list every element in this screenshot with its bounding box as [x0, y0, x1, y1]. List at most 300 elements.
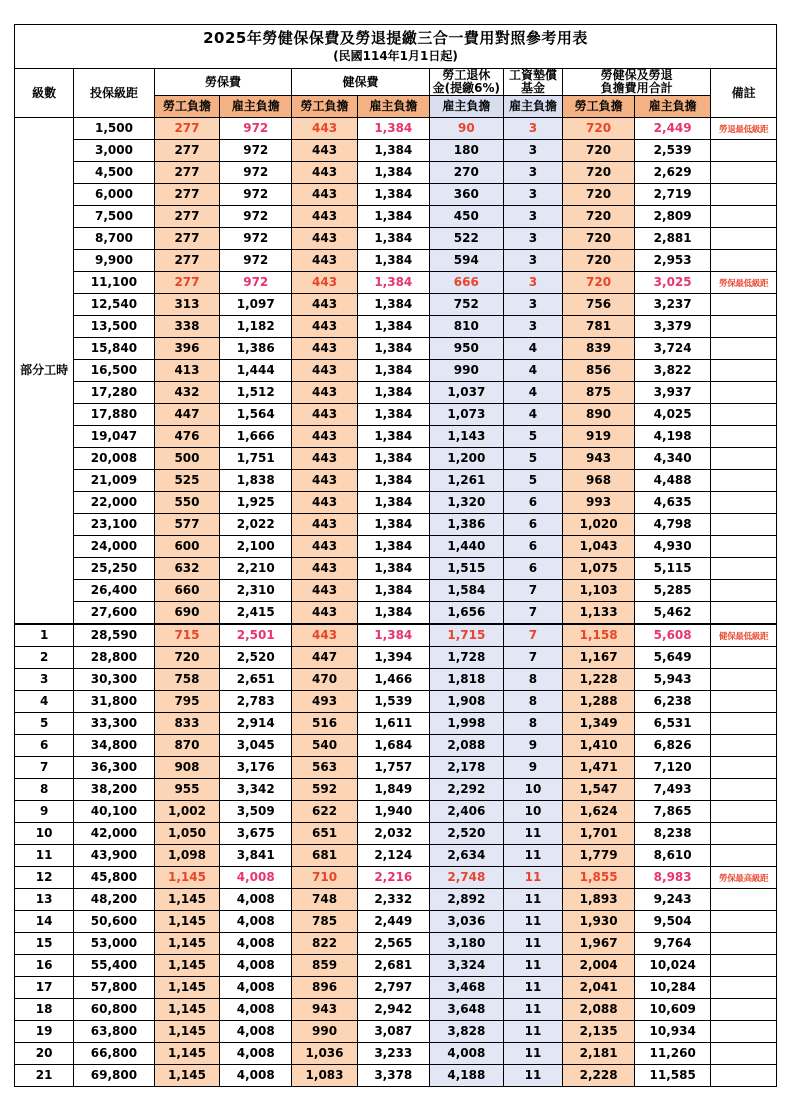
cell-health-insurance-employer: 1,384 — [357, 205, 429, 227]
cell-health-insurance-employee: 443 — [292, 425, 358, 447]
cell-total-employee: 2,041 — [563, 976, 635, 998]
cell-labor-insurance-employer: 3,841 — [220, 844, 292, 866]
cell-labor-insurance-employer: 972 — [220, 117, 292, 139]
table-row — [15, 469, 777, 491]
cell-total-employee: 1,167 — [563, 646, 635, 668]
cell-total-employer: 11,260 — [635, 1042, 711, 1064]
page-title: 2025年勞健保保費及勞退提繳三合一費用對照參考用表 — [203, 29, 588, 47]
cell-labor-insurance-employee: 277 — [154, 117, 220, 139]
cell-health-insurance-employer: 3,087 — [357, 1020, 429, 1042]
cell-health-insurance-employer: 1,611 — [357, 712, 429, 734]
cell-labor-pension-employer: 3,468 — [429, 976, 503, 998]
cell-labor-pension-employer: 3,180 — [429, 932, 503, 954]
cell-total-employer: 10,609 — [635, 998, 711, 1020]
cell-total-employer: 8,983 — [635, 866, 711, 888]
cell-remark — [711, 557, 777, 579]
cell-grade: 18 — [15, 998, 74, 1020]
cell-remark — [711, 337, 777, 359]
cell-labor-pension-employer: 594 — [429, 249, 503, 271]
cell-labor-insurance-employer: 3,509 — [220, 800, 292, 822]
cell-labor-pension-employer: 2,406 — [429, 800, 503, 822]
cell-health-insurance-employer: 1,384 — [357, 513, 429, 535]
cell-labor-pension-employer: 2,292 — [429, 778, 503, 800]
cell-health-insurance-employer: 1,394 — [357, 646, 429, 668]
cell-labor-insurance-employee: 277 — [154, 139, 220, 161]
subheader-pension-employer: 雇主負擔 — [429, 95, 503, 117]
header-remark: 備註 — [711, 69, 777, 117]
cell-wage-fund-employer: 7 — [503, 601, 562, 624]
cell-remark — [711, 579, 777, 601]
cell-health-insurance-employer: 1,466 — [357, 668, 429, 690]
cell-labor-pension-employer: 1,584 — [429, 579, 503, 601]
cell-grade: 20 — [15, 1042, 74, 1064]
cell-labor-insurance-employer: 1,564 — [220, 403, 292, 425]
cell-wage-fund-employer: 3 — [503, 183, 562, 205]
cell-labor-insurance-employer: 2,415 — [220, 601, 292, 624]
cell-total-employer: 2,539 — [635, 139, 711, 161]
cell-wage-fund-employer: 3 — [503, 227, 562, 249]
cell-labor-pension-employer: 450 — [429, 205, 503, 227]
cell-level-range: 25,250 — [74, 557, 154, 579]
cell-remark — [711, 734, 777, 756]
cell-health-insurance-employer: 1,757 — [357, 756, 429, 778]
cell-health-insurance-employee: 443 — [292, 315, 358, 337]
table-row — [15, 403, 777, 425]
table-row — [15, 690, 777, 712]
cell-labor-insurance-employee: 1,098 — [154, 844, 220, 866]
cell-labor-insurance-employee: 1,145 — [154, 888, 220, 910]
cell-grade: 11 — [15, 844, 74, 866]
cell-health-insurance-employee: 822 — [292, 932, 358, 954]
cell-grade: 2 — [15, 646, 74, 668]
cell-grade: 3 — [15, 668, 74, 690]
cell-labor-insurance-employee: 908 — [154, 756, 220, 778]
table-row — [15, 998, 777, 1020]
table-row — [15, 910, 777, 932]
cell-health-insurance-employee: 443 — [292, 139, 358, 161]
cell-labor-pension-employer: 950 — [429, 337, 503, 359]
cell-health-insurance-employee: 443 — [292, 359, 358, 381]
cell-level-range: 69,800 — [74, 1064, 154, 1086]
cell-labor-pension-employer: 1,386 — [429, 513, 503, 535]
cell-level-range: 6,000 — [74, 183, 154, 205]
cell-health-insurance-employee: 1,083 — [292, 1064, 358, 1086]
cell-labor-insurance-employee: 1,145 — [154, 976, 220, 998]
cell-remark — [711, 381, 777, 403]
cell-remark — [711, 712, 777, 734]
cell-labor-insurance-employer: 4,008 — [220, 866, 292, 888]
header-labor-pension — [429, 69, 503, 95]
cell-labor-insurance-employee: 660 — [154, 579, 220, 601]
cell-total-employee: 1,228 — [563, 668, 635, 690]
cell-health-insurance-employer: 1,384 — [357, 293, 429, 315]
cell-total-employee: 1,547 — [563, 778, 635, 800]
cell-labor-insurance-employer: 1,444 — [220, 359, 292, 381]
cell-wage-fund-employer: 11 — [503, 998, 562, 1020]
cell-total-employer: 2,881 — [635, 227, 711, 249]
cell-level-range: 36,300 — [74, 756, 154, 778]
cell-total-employer: 2,449 — [635, 117, 711, 139]
cell-wage-fund-employer: 3 — [503, 161, 562, 183]
cell-level-range: 38,200 — [74, 778, 154, 800]
table-row — [15, 557, 777, 579]
cell-labor-insurance-employee: 795 — [154, 690, 220, 712]
cell-health-insurance-employee: 443 — [292, 491, 358, 513]
cell-level-range: 63,800 — [74, 1020, 154, 1042]
cell-labor-insurance-employee: 1,002 — [154, 800, 220, 822]
cell-total-employee: 1,020 — [563, 513, 635, 535]
cell-health-insurance-employer: 1,384 — [357, 117, 429, 139]
cell-grade: 5 — [15, 712, 74, 734]
cell-level-range: 26,400 — [74, 579, 154, 601]
cell-health-insurance-employer: 1,384 — [357, 601, 429, 624]
cell-remark — [711, 646, 777, 668]
cell-total-employer: 6,826 — [635, 734, 711, 756]
table-row — [15, 976, 777, 998]
cell-remark — [711, 1042, 777, 1064]
table-row — [15, 227, 777, 249]
cell-health-insurance-employee: 1,036 — [292, 1042, 358, 1064]
cell-wage-fund-employer: 6 — [503, 557, 562, 579]
cell-labor-pension-employer: 3,828 — [429, 1020, 503, 1042]
cell-total-employee: 1,288 — [563, 690, 635, 712]
cell-level-range: 9,900 — [74, 249, 154, 271]
cell-labor-pension-employer: 2,748 — [429, 866, 503, 888]
cell-remark — [711, 161, 777, 183]
cell-labor-insurance-employer: 2,651 — [220, 668, 292, 690]
cell-wage-fund-employer: 7 — [503, 624, 562, 647]
cell-labor-pension-employer: 2,520 — [429, 822, 503, 844]
cell-health-insurance-employer: 2,032 — [357, 822, 429, 844]
cell-total-employer: 3,379 — [635, 315, 711, 337]
cell-wage-fund-employer: 7 — [503, 579, 562, 601]
cell-total-employee: 2,088 — [563, 998, 635, 1020]
cell-health-insurance-employee: 681 — [292, 844, 358, 866]
cell-total-employer: 4,198 — [635, 425, 711, 447]
cell-health-insurance-employer: 1,384 — [357, 183, 429, 205]
cell-remark — [711, 888, 777, 910]
cell-health-insurance-employee: 540 — [292, 734, 358, 756]
cell-health-insurance-employee: 943 — [292, 998, 358, 1020]
cell-labor-insurance-employee: 277 — [154, 249, 220, 271]
cell-wage-fund-employer: 3 — [503, 205, 562, 227]
cell-total-employer: 3,025 — [635, 271, 711, 293]
cell-labor-insurance-employer: 2,310 — [220, 579, 292, 601]
part-time-label: 部分工時 — [15, 117, 74, 624]
cell-remark — [711, 139, 777, 161]
cell-total-employer: 5,462 — [635, 601, 711, 624]
cell-health-insurance-employee: 859 — [292, 954, 358, 976]
subheader-total-employee: 勞工負擔 — [563, 95, 635, 117]
cell-level-range: 22,000 — [74, 491, 154, 513]
cell-health-insurance-employee: 443 — [292, 579, 358, 601]
cell-labor-pension-employer: 1,037 — [429, 381, 503, 403]
cell-wage-fund-employer: 9 — [503, 756, 562, 778]
cell-health-insurance-employee: 748 — [292, 888, 358, 910]
cell-labor-insurance-employer: 1,666 — [220, 425, 292, 447]
cell-health-insurance-employee: 785 — [292, 910, 358, 932]
cell-labor-insurance-employer: 972 — [220, 139, 292, 161]
cell-total-employee: 1,893 — [563, 888, 635, 910]
cell-total-employee: 1,410 — [563, 734, 635, 756]
cell-total-employee: 993 — [563, 491, 635, 513]
cell-level-range: 8,700 — [74, 227, 154, 249]
table-row — [15, 1064, 777, 1086]
cell-labor-insurance-employee: 476 — [154, 425, 220, 447]
cell-grade: 19 — [15, 1020, 74, 1042]
cell-wage-fund-employer: 11 — [503, 866, 562, 888]
cell-remark — [711, 910, 777, 932]
cell-labor-insurance-employer: 3,045 — [220, 734, 292, 756]
cell-labor-insurance-employee: 955 — [154, 778, 220, 800]
cell-total-employee: 1,075 — [563, 557, 635, 579]
cell-total-employer: 3,822 — [635, 359, 711, 381]
cell-level-range: 42,000 — [74, 822, 154, 844]
cell-level-range: 40,100 — [74, 800, 154, 822]
cell-grade: 17 — [15, 976, 74, 998]
cell-remark — [711, 932, 777, 954]
cell-health-insurance-employer: 1,384 — [357, 381, 429, 403]
cell-health-insurance-employee: 443 — [292, 557, 358, 579]
cell-wage-fund-employer: 11 — [503, 932, 562, 954]
cell-health-insurance-employee: 443 — [292, 403, 358, 425]
table-row — [15, 888, 777, 910]
cell-labor-pension-employer: 360 — [429, 183, 503, 205]
header-labor-pension-line2: 金(提繳6%) — [432, 80, 500, 95]
cell-remark — [711, 293, 777, 315]
header-level-range: 投保級距 — [74, 69, 154, 117]
cell-total-employee: 2,135 — [563, 1020, 635, 1042]
table-row — [15, 668, 777, 690]
cell-remark — [711, 800, 777, 822]
cell-total-employee: 2,181 — [563, 1042, 635, 1064]
cell-health-insurance-employee: 470 — [292, 668, 358, 690]
cell-total-employee: 1,701 — [563, 822, 635, 844]
header-labor-pension-line1: 勞工退休 — [442, 68, 491, 83]
cell-level-range: 20,008 — [74, 447, 154, 469]
cell-labor-pension-employer: 1,818 — [429, 668, 503, 690]
cell-labor-pension-employer: 1,200 — [429, 447, 503, 469]
table-row — [15, 646, 777, 668]
cell-labor-insurance-employee: 277 — [154, 161, 220, 183]
cell-health-insurance-employee: 443 — [292, 469, 358, 491]
cell-grade: 10 — [15, 822, 74, 844]
cell-labor-pension-employer: 270 — [429, 161, 503, 183]
cell-total-employee: 1,133 — [563, 601, 635, 624]
cell-health-insurance-employer: 1,384 — [357, 227, 429, 249]
cell-health-insurance-employee: 493 — [292, 690, 358, 712]
cell-labor-insurance-employee: 277 — [154, 183, 220, 205]
cell-labor-pension-employer: 90 — [429, 117, 503, 139]
cell-level-range: 31,800 — [74, 690, 154, 712]
table-row — [15, 932, 777, 954]
cell-labor-insurance-employee: 338 — [154, 315, 220, 337]
cell-total-employee: 720 — [563, 271, 635, 293]
cell-total-employee: 1,349 — [563, 712, 635, 734]
cell-labor-insurance-employee: 758 — [154, 668, 220, 690]
cell-labor-insurance-employee: 447 — [154, 403, 220, 425]
cell-labor-pension-employer: 1,715 — [429, 624, 503, 647]
header-grade: 級數 — [15, 69, 74, 117]
cell-grade: 1 — [15, 624, 74, 647]
cell-remark — [711, 690, 777, 712]
cell-total-employer: 2,719 — [635, 183, 711, 205]
cell-wage-fund-employer: 11 — [503, 976, 562, 998]
cell-health-insurance-employee: 443 — [292, 601, 358, 624]
cell-wage-fund-employer: 3 — [503, 139, 562, 161]
cell-level-range: 23,100 — [74, 513, 154, 535]
cell-labor-pension-employer: 1,515 — [429, 557, 503, 579]
cell-level-range: 55,400 — [74, 954, 154, 976]
table-row — [15, 712, 777, 734]
cell-level-range: 12,540 — [74, 293, 154, 315]
cell-total-employee: 1,624 — [563, 800, 635, 822]
cell-labor-insurance-employee: 833 — [154, 712, 220, 734]
subheader-li-employer: 雇主負擔 — [220, 95, 292, 117]
cell-remark — [711, 359, 777, 381]
cell-health-insurance-employer: 1,384 — [357, 271, 429, 293]
cell-wage-fund-employer: 3 — [503, 315, 562, 337]
table-row — [15, 800, 777, 822]
cell-labor-insurance-employer: 972 — [220, 205, 292, 227]
cell-level-range: 21,009 — [74, 469, 154, 491]
cell-wage-fund-employer: 11 — [503, 822, 562, 844]
cell-labor-insurance-employee: 1,145 — [154, 998, 220, 1020]
header-total-line1: 勞健保及勞退 — [600, 68, 673, 83]
cell-labor-pension-employer: 4,008 — [429, 1042, 503, 1064]
cell-remark — [711, 778, 777, 800]
cell-labor-insurance-employer: 1,925 — [220, 491, 292, 513]
cell-wage-fund-employer: 3 — [503, 117, 562, 139]
cell-health-insurance-employer: 3,233 — [357, 1042, 429, 1064]
cell-health-insurance-employee: 443 — [292, 205, 358, 227]
cell-total-employee: 943 — [563, 447, 635, 469]
cell-labor-insurance-employer: 3,675 — [220, 822, 292, 844]
cell-level-range: 16,500 — [74, 359, 154, 381]
insurance-fee-table — [14, 24, 777, 1087]
cell-remark — [711, 205, 777, 227]
table-row — [15, 205, 777, 227]
cell-total-employee: 1,967 — [563, 932, 635, 954]
cell-labor-insurance-employer: 972 — [220, 249, 292, 271]
cell-wage-fund-employer: 4 — [503, 403, 562, 425]
cell-health-insurance-employer: 2,124 — [357, 844, 429, 866]
cell-total-employee: 1,930 — [563, 910, 635, 932]
header-labor-insurance: 勞保費 — [154, 69, 292, 95]
cell-wage-fund-employer: 11 — [503, 844, 562, 866]
cell-labor-insurance-employee: 1,145 — [154, 1042, 220, 1064]
table-row — [15, 579, 777, 601]
cell-health-insurance-employer: 3,378 — [357, 1064, 429, 1086]
table-row — [15, 624, 777, 647]
cell-labor-pension-employer: 1,320 — [429, 491, 503, 513]
cell-health-insurance-employer: 2,565 — [357, 932, 429, 954]
cell-total-employee: 720 — [563, 117, 635, 139]
cell-health-insurance-employer: 1,384 — [357, 359, 429, 381]
table-row — [15, 315, 777, 337]
cell-wage-fund-employer: 7 — [503, 646, 562, 668]
cell-wage-fund-employer: 4 — [503, 381, 562, 403]
table-row — [15, 822, 777, 844]
cell-health-insurance-employee: 443 — [292, 447, 358, 469]
cell-level-range: 4,500 — [74, 161, 154, 183]
cell-level-range: 7,500 — [74, 205, 154, 227]
table-row — [15, 425, 777, 447]
cell-health-insurance-employee: 443 — [292, 337, 358, 359]
cell-total-employer: 8,610 — [635, 844, 711, 866]
cell-labor-insurance-employer: 2,022 — [220, 513, 292, 535]
cell-health-insurance-employer: 2,942 — [357, 998, 429, 1020]
header-health-insurance: 健保費 — [292, 69, 430, 95]
cell-health-insurance-employer: 1,384 — [357, 469, 429, 491]
cell-grade: 6 — [15, 734, 74, 756]
cell-grade: 7 — [15, 756, 74, 778]
cell-remark — [711, 469, 777, 491]
remark-note: 勞退最低級距 — [719, 124, 769, 135]
cell-wage-fund-employer: 11 — [503, 888, 562, 910]
cell-remark — [711, 668, 777, 690]
table-row — [15, 447, 777, 469]
cell-level-range: 60,800 — [74, 998, 154, 1020]
cell-wage-fund-employer: 5 — [503, 425, 562, 447]
table-row — [15, 293, 777, 315]
cell-labor-pension-employer: 1,143 — [429, 425, 503, 447]
cell-labor-insurance-employer: 972 — [220, 271, 292, 293]
cell-wage-fund-employer: 6 — [503, 535, 562, 557]
cell-labor-pension-employer: 3,648 — [429, 998, 503, 1020]
cell-remark — [711, 822, 777, 844]
cell-grade: 9 — [15, 800, 74, 822]
cell-total-employer: 8,238 — [635, 822, 711, 844]
cell-labor-insurance-employer: 4,008 — [220, 976, 292, 998]
cell-total-employee: 2,004 — [563, 954, 635, 976]
cell-total-employer: 5,608 — [635, 624, 711, 647]
cell-remark — [711, 1020, 777, 1042]
cell-level-range: 34,800 — [74, 734, 154, 756]
cell-total-employee: 720 — [563, 227, 635, 249]
cell-labor-insurance-employer: 1,838 — [220, 469, 292, 491]
cell-wage-fund-employer: 3 — [503, 293, 562, 315]
table-row — [15, 844, 777, 866]
cell-labor-insurance-employer: 2,520 — [220, 646, 292, 668]
cell-level-range: 11,100 — [74, 271, 154, 293]
cell-health-insurance-employee: 622 — [292, 800, 358, 822]
cell-health-insurance-employer: 1,384 — [357, 557, 429, 579]
cell-health-insurance-employer: 1,384 — [357, 315, 429, 337]
cell-level-range: 15,840 — [74, 337, 154, 359]
header-wage-fund-line1: 工資墊償 — [508, 68, 557, 83]
cell-total-employee: 720 — [563, 205, 635, 227]
cell-health-insurance-employer: 2,216 — [357, 866, 429, 888]
cell-total-employee: 720 — [563, 139, 635, 161]
cell-labor-insurance-employer: 1,512 — [220, 381, 292, 403]
table-row — [15, 734, 777, 756]
cell-labor-pension-employer: 1,998 — [429, 712, 503, 734]
cell-grade: 21 — [15, 1064, 74, 1086]
cell-labor-insurance-employer: 2,210 — [220, 557, 292, 579]
cell-total-employer: 4,635 — [635, 491, 711, 513]
cell-health-insurance-employer: 2,797 — [357, 976, 429, 998]
cell-health-insurance-employer: 1,384 — [357, 624, 429, 647]
table-row — [15, 866, 777, 888]
cell-level-range: 1,500 — [74, 117, 154, 139]
cell-health-insurance-employee: 516 — [292, 712, 358, 734]
cell-labor-insurance-employee: 1,145 — [154, 866, 220, 888]
cell-health-insurance-employee: 443 — [292, 227, 358, 249]
cell-total-employer: 10,284 — [635, 976, 711, 998]
cell-health-insurance-employee: 896 — [292, 976, 358, 998]
cell-wage-fund-employer: 5 — [503, 469, 562, 491]
